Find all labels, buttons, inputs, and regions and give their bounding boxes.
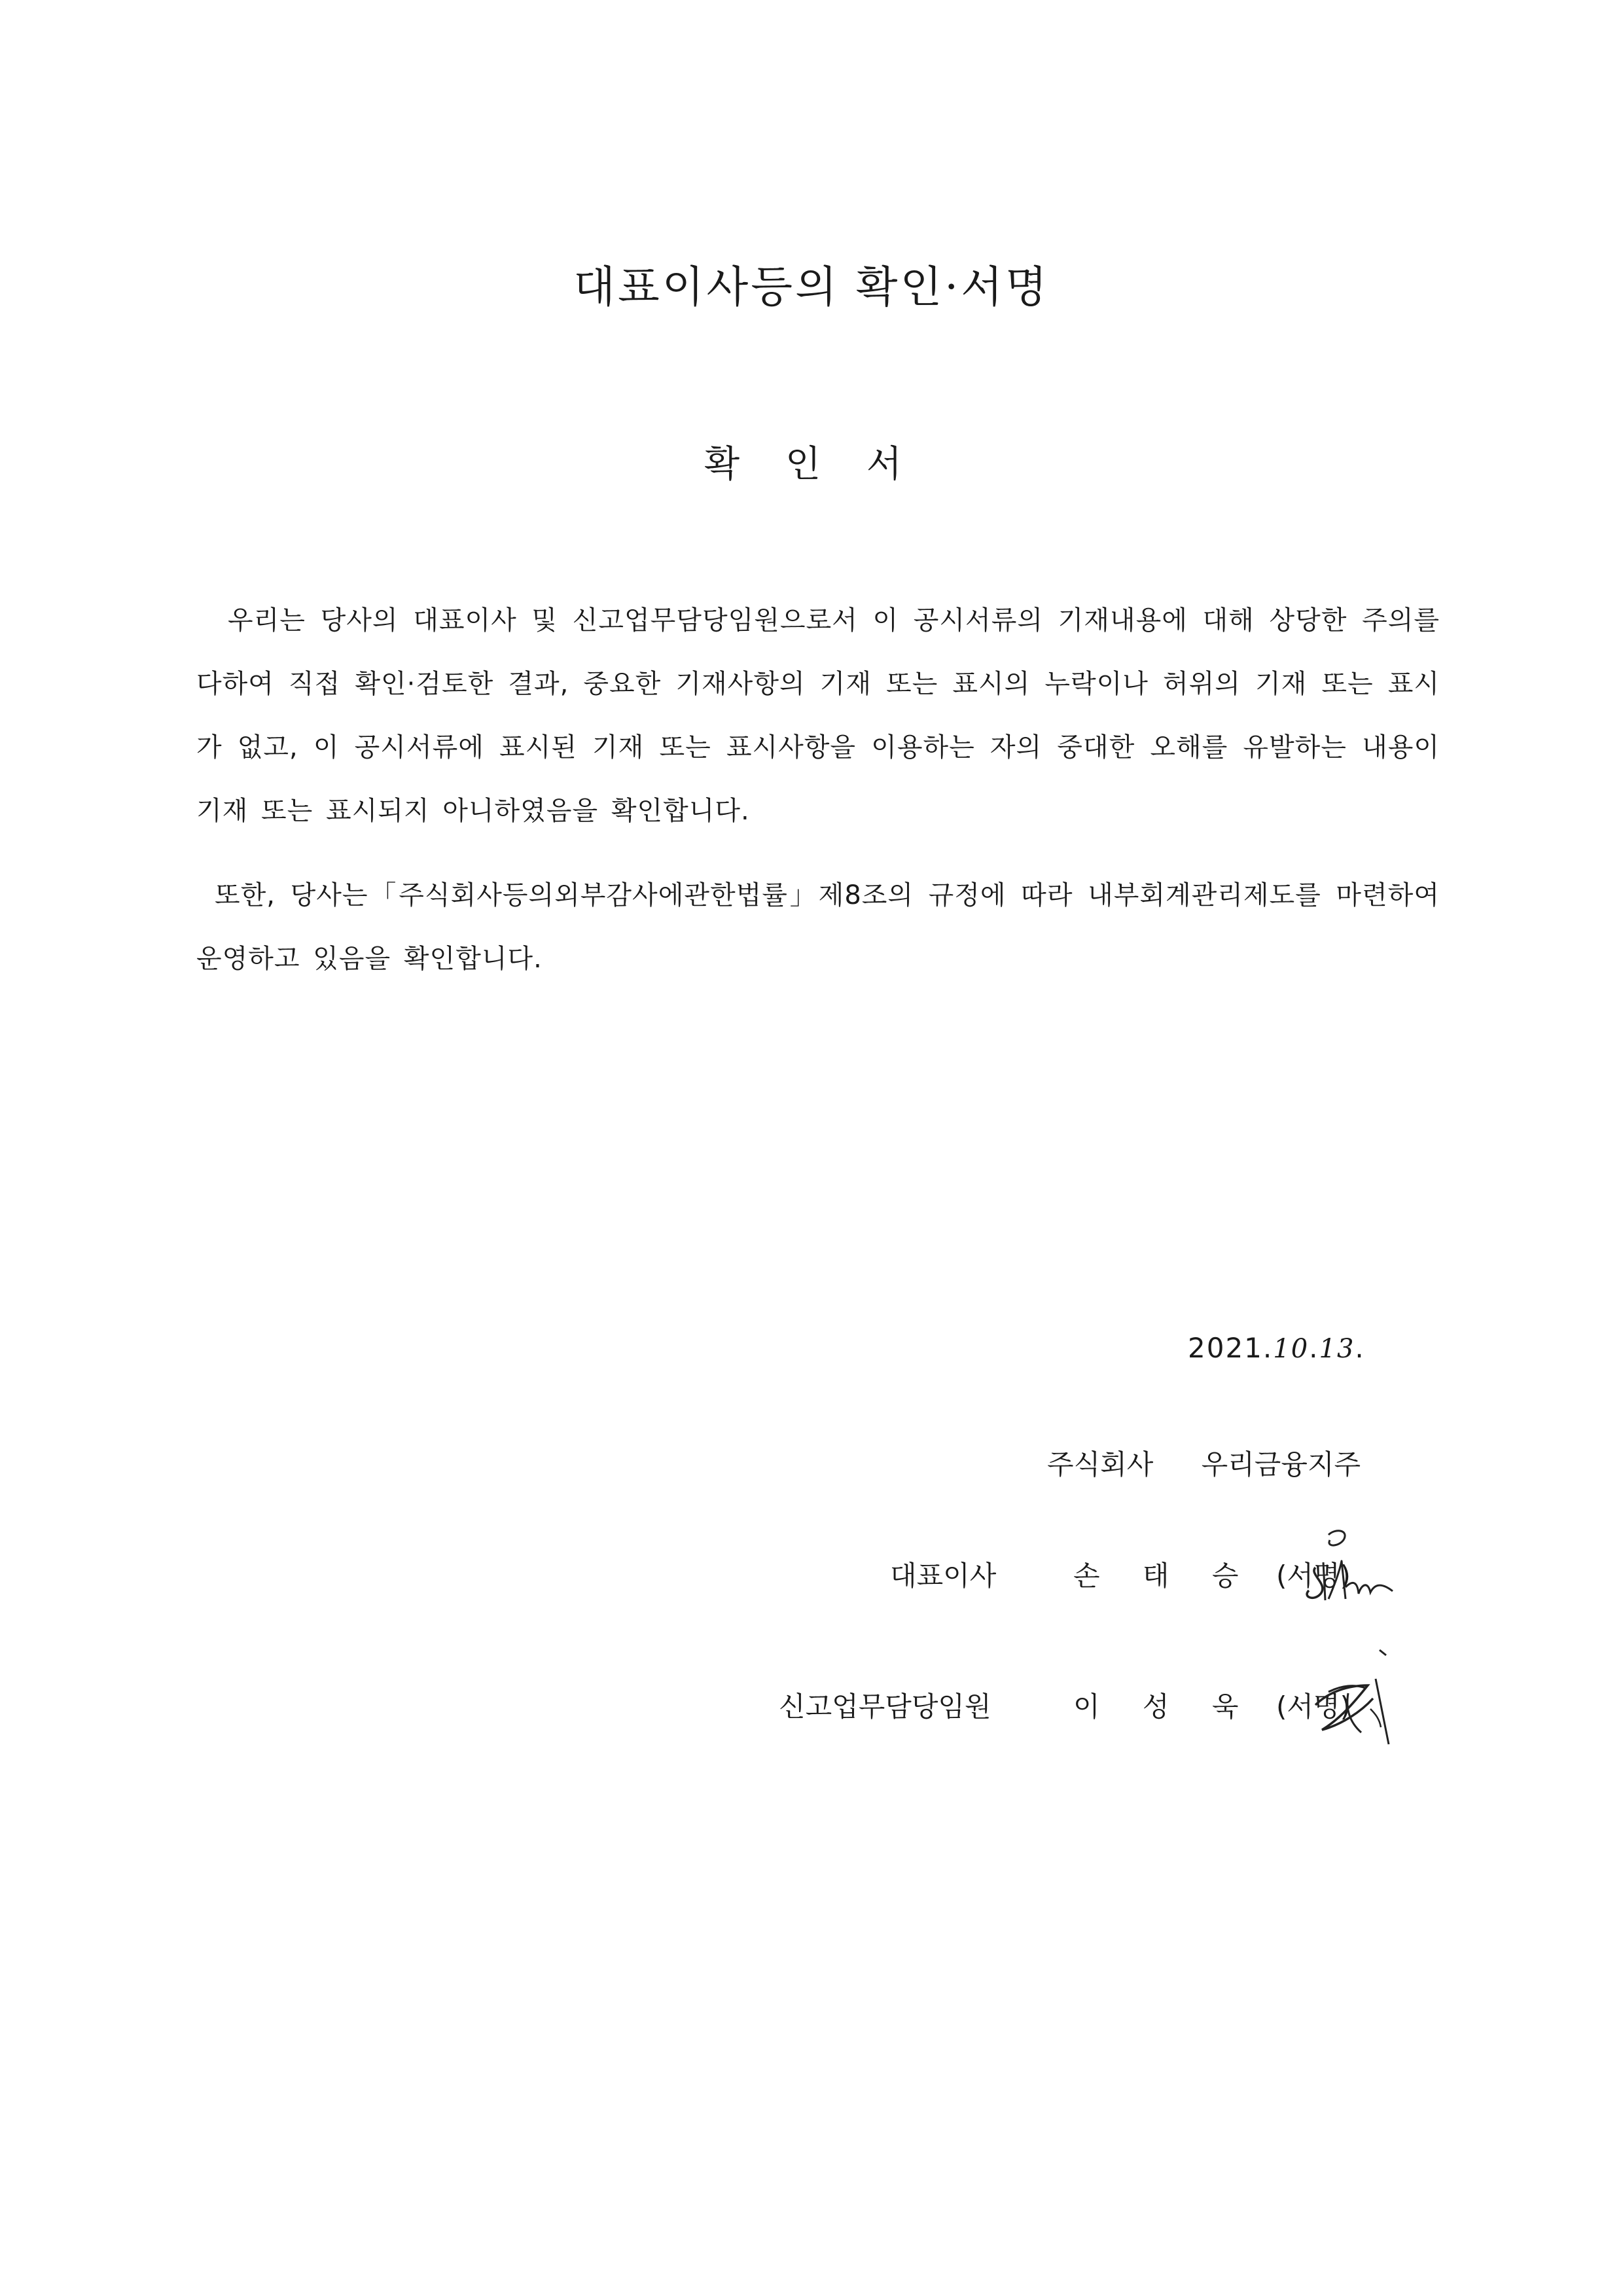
handwritten-signature-officer — [1302, 1646, 1400, 1757]
document-subtitle: 확 인 서 — [704, 443, 919, 486]
signer-name: 이 성 욱 — [1073, 1691, 1256, 1723]
date-month: 10 — [1273, 1334, 1310, 1364]
date-separator: . — [1309, 1332, 1319, 1364]
signature-label: (서명) — [1276, 1560, 1351, 1592]
handwritten-signature-ceo — [1289, 1522, 1400, 1620]
date-year: 2021. — [1188, 1332, 1274, 1364]
date-end: . — [1355, 1332, 1365, 1364]
signature-label: (서명) — [1276, 1691, 1351, 1723]
date-day: 13 — [1319, 1334, 1355, 1364]
signer-role: 신고업무담당임원 — [779, 1691, 991, 1723]
signer-role: 대표이사 — [890, 1560, 997, 1592]
document-title: 대표이사등의 확인·서명 — [573, 262, 1050, 312]
signer-name: 손 태 승 — [1073, 1560, 1256, 1592]
signer-ceo — [0, 1554, 1623, 1607]
date-line — [1188, 1332, 1365, 1364]
company-type: 주식회사 — [1047, 1448, 1154, 1480]
internal-control-paragraph: 또한, 당사는「주식회사등의외부감사에관한법률」제8조의 규정에 따라 내부회계관리제도를 마련하여 운영하고 있음을 확인합니다. — [196, 880, 1440, 974]
company-name: 우리금융지주 — [1201, 1448, 1361, 1480]
signer-disclosure-officer — [0, 1685, 1623, 1738]
company-line — [1047, 1443, 1361, 1482]
confirmation-paragraph: 우리는 당사의 대표이사 및 신고업무담당임원으로서 이 공시서류의 기재내용에 대해 상당한 주의를 다하여 직접 확인·검토한 결과, 중요한 기재사항의 기재 또는 표시의 누락이나 허위의 기재 또는 표시가 없고, 이 공시서류에 표시된 기재 또는 표시사항을 이용하는 자의 중대한 오해를 유발하는 내용이 기재 또는 표시되지 아니하였음을 확인합니다. — [196, 605, 1440, 826]
